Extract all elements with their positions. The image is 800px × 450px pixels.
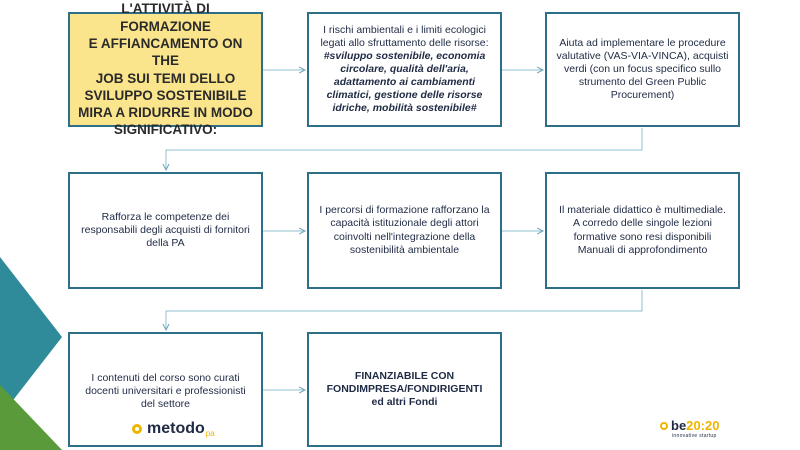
box-training-paths: I percorsi di formazione rafforzano la capacità istituzionale degli attori coinvolti nell'integrazione della sostenibilità ambientale xyxy=(307,172,502,289)
box-competences: Rafforza le competenze dei responsabili degli acquisti di fornitori della PA xyxy=(68,172,263,289)
box-didactic-material: Il materiale didattico è multimediale. A corredo delle singole lezioni formative sono resi disponibili Manuali di approfondimento xyxy=(545,172,740,289)
box-funding: FINANZIABILE CON FONDIMPRESA/FONDIRIGENTI ed altri Fondi xyxy=(307,332,502,447)
box-main-goal: L'ATTIVITÀ DI FORMAZIONE E AFFIANCAMENTO ON THE JOB SUI TEMI DELLO SVILUPPO SOSTENIBILE MIRA A RIDURRE IN MODO SIGNIFICATIVO: xyxy=(68,12,263,127)
box-environmental-risks: I rischi ambientali e i limiti ecologici legati allo sfruttamento delle risorse: #sviluppo sostenibile, economia circolare, qualità dell'aria, adattamento ai cambiamenti climatici, gestione delle risorse idriche, mobilità sostenibile# xyxy=(307,12,502,127)
metodo-pa-logo: metodo pa xyxy=(132,420,215,438)
box-course-contents: I contenuti del corso sono curati docenti universitari e professionisti del settore xyxy=(68,332,263,447)
arrow-row2-row3 xyxy=(166,290,642,330)
logo-circle-icon xyxy=(132,424,142,434)
box-procedures: Aiuta ad implementare le procedure valutative (VAS-VIA-VINCA), acquisti verdi (con un focus specifico sullo strumento del Green Public Procurement) xyxy=(545,12,740,127)
be2020-logo: be 20:20 innovative startup xyxy=(660,418,730,439)
logo-circle-icon xyxy=(660,422,668,430)
